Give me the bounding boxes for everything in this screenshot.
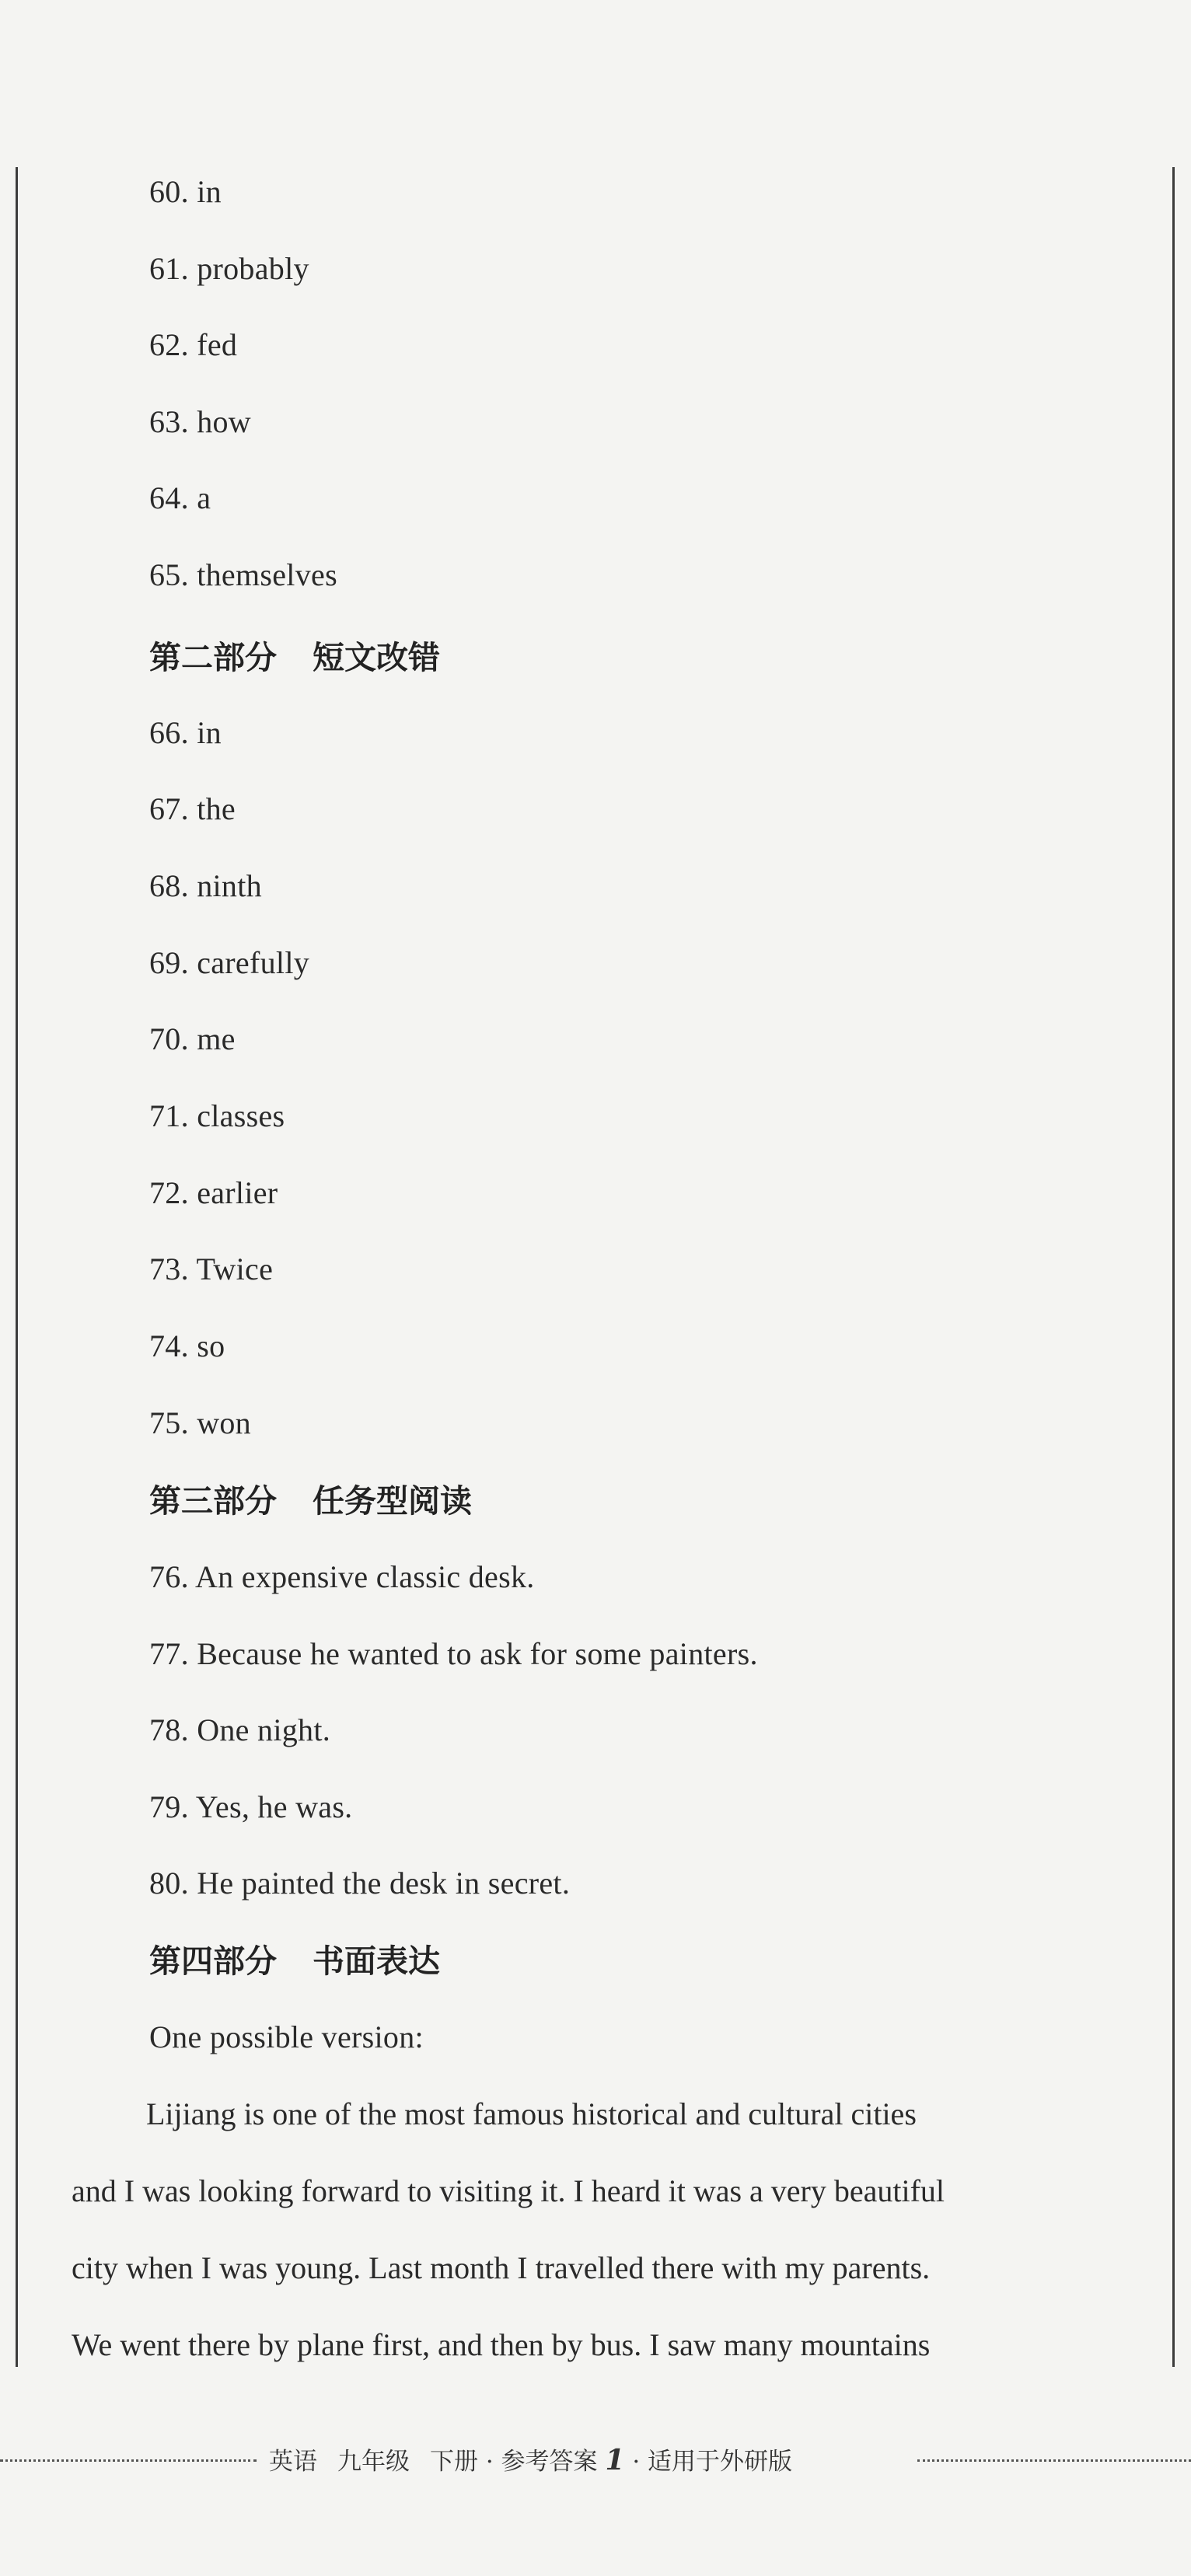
page-footer <box>0 2441 1191 2480</box>
essay-line-1: Lijiang is one of the most famous historical and cultural cities <box>146 2096 917 2131</box>
answer-62: 62. fed <box>149 327 238 362</box>
part3-subtitle: 任务型阅读 <box>313 1482 472 1520</box>
answer-67: 67. the <box>149 791 236 826</box>
answer-74: 74. so <box>149 1328 225 1363</box>
footer-edition: 适用于外研版 <box>648 2448 793 2476</box>
answer-63: 63. how <box>149 404 251 439</box>
part2-heading <box>149 637 440 678</box>
answer-66: 66. in <box>149 715 222 750</box>
answer-72: 72. earlier <box>149 1175 278 1210</box>
answer-73: 73. Twice <box>149 1251 274 1286</box>
answer-78: 78. One night. <box>149 1712 331 1747</box>
answer-75: 75. won <box>149 1405 251 1440</box>
answer-80: 80. He painted the desk in secret. <box>149 1866 571 1901</box>
footer-subject: 英语 <box>269 2448 317 2476</box>
answer-64: 64. a <box>149 480 211 515</box>
answer-71: 71. classes <box>149 1098 285 1133</box>
footer-volume: 下册 <box>430 2448 478 2476</box>
part2-subtitle: 短文改错 <box>313 639 440 676</box>
part2-title: 第二部分 <box>149 639 277 676</box>
answer-79: 79. Yes, he was. <box>149 1789 353 1824</box>
answer-69: 69. carefully <box>149 945 310 980</box>
answer-77: 77. Because he wanted to ask for some painters. <box>149 1636 758 1671</box>
part4-heading <box>149 1941 440 1981</box>
footer-label: 参考答案 <box>501 2448 598 2476</box>
answer-60: 60. in <box>149 174 222 209</box>
footer-grade: 九年级 <box>337 2448 410 2476</box>
answer-61: 61. probably <box>149 251 309 286</box>
footer-dotted-rule-right <box>917 2459 1191 2462</box>
footer-page-number: 1 <box>605 2444 625 2477</box>
part3-heading <box>149 1481 472 1521</box>
essay-line-2: and I was looking forward to visiting it. I heard it was a very beautiful <box>72 2173 945 2208</box>
essay-line-4: We went there by plane first, and then by bus. I saw many mountains <box>72 2327 931 2362</box>
left-margin-rule <box>16 167 18 2367</box>
answer-76: 76. An expensive classic desk. <box>149 1559 535 1594</box>
footer-text: 英语 九年级 下册 · 参考答案 1 · 适用于外研版 <box>269 2444 793 2477</box>
footer-dotted-rule-left <box>0 2459 257 2462</box>
right-margin-rule <box>1172 167 1175 2367</box>
answer-68: 68. ninth <box>149 868 262 903</box>
essay-intro: One possible version: <box>149 2019 424 2054</box>
essay-line-3: city when I was young. Last month I travelled there with my parents. <box>72 2250 931 2285</box>
part3-title: 第三部分 <box>149 1482 277 1520</box>
part4-title: 第四部分 <box>149 1942 277 1980</box>
answer-70: 70. me <box>149 1021 236 1056</box>
answer-65: 65. themselves <box>149 557 337 592</box>
part4-subtitle: 书面表达 <box>313 1942 440 1980</box>
